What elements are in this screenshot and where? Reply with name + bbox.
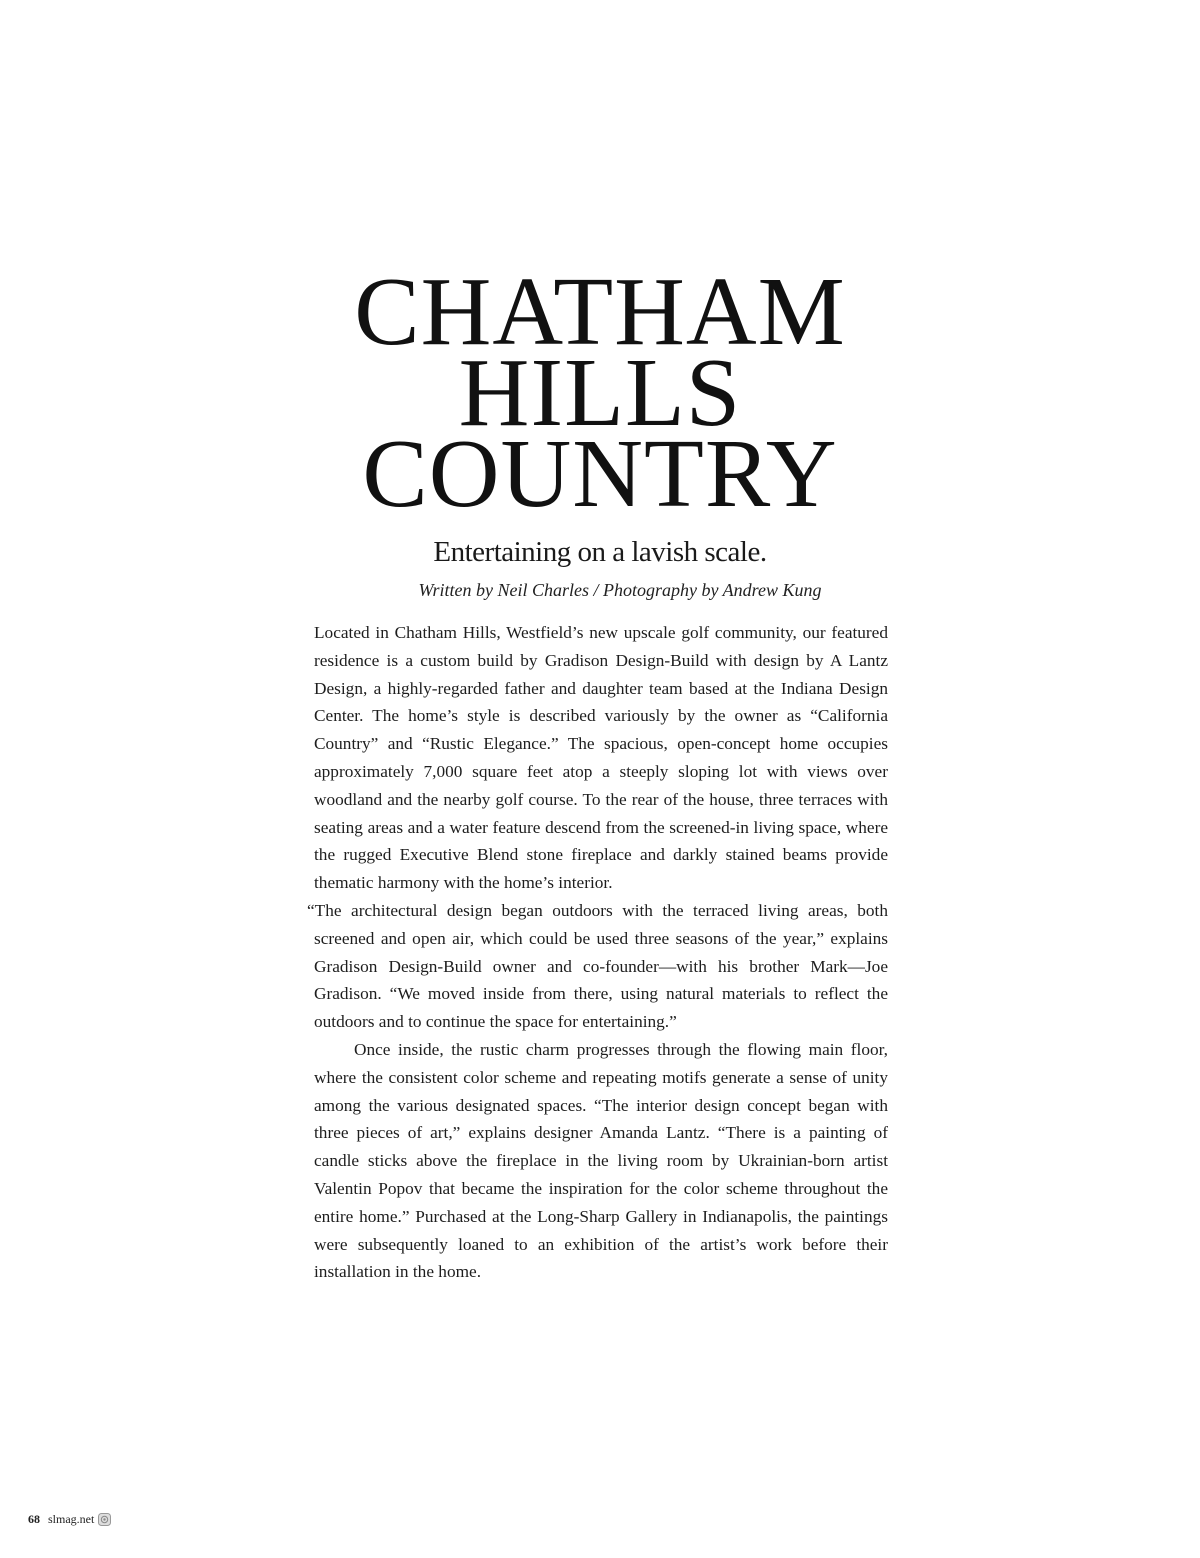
magazine-emblem-icon (98, 1513, 111, 1526)
page-footer (28, 1512, 111, 1527)
paragraph-1: Located in Chatham Hills, Westfield’s new upscale golf community, our featured residence is a custom build by Gradison Design-Build with design by A Lantz Design, a highly-regarded father and daughter team based at the Indiana Design Center. The home’s style is described variously by the owner as “California Country” and “Rustic Elegance.” The spacious, open-concept home occupies approximately 7,000 square feet atop a steeply sloping lot with views over woodland and the nearby golf course. To the rear of the house, three terraces with seating areas and a water feature descend from the screened-in living space, where the rugged Executive Blend stone fireplace and darkly stained beams provide thematic harmony with the home’s interior. (314, 623, 888, 893)
page-number: 68 (28, 1512, 40, 1526)
article-body (307, 619, 888, 1286)
title-line-1: CHATHAM (354, 258, 846, 366)
article-byline: Written by Neil Charles / Photography by Andrew Kung (418, 580, 822, 600)
title-line-3: COUNTRY (362, 420, 838, 528)
title-line-2: HILLS (458, 339, 742, 447)
article-title (300, 258, 900, 528)
site-name: slmag.net (48, 1512, 95, 1526)
paragraph-3: Once inside, the rustic charm progresses through the flowing main floor, where the consistent color scheme and repeating motifs generate a sense of unity among the various designated spaces. “The interior design concept began with three pieces of art,” explains designer Amanda Lantz. “There is a painting of candle sticks above the fireplace in the living room by Ukrainian-born artist Valentin Popov that became the inspiration for the color scheme throughout the entire home.” Purchased at the Long-Sharp Gallery in Indianapolis, the paintings were subsequently loaned to an exhibition of the artist’s work before their installation in the home. (314, 1039, 888, 1282)
article-subtitle: Entertaining on a lavish scale. (433, 536, 767, 568)
paragraph-2: “The architectural design began outdoors with the terraced living areas, both screened and open air, which could be used three seasons of the year,” explains Gradison Design-Build owner and co-founder—with his brother Mark—Joe Gradison. “We moved inside from there, using natural materials to reflect the outdoors and to continue the space for entertaining.” (307, 900, 888, 1032)
